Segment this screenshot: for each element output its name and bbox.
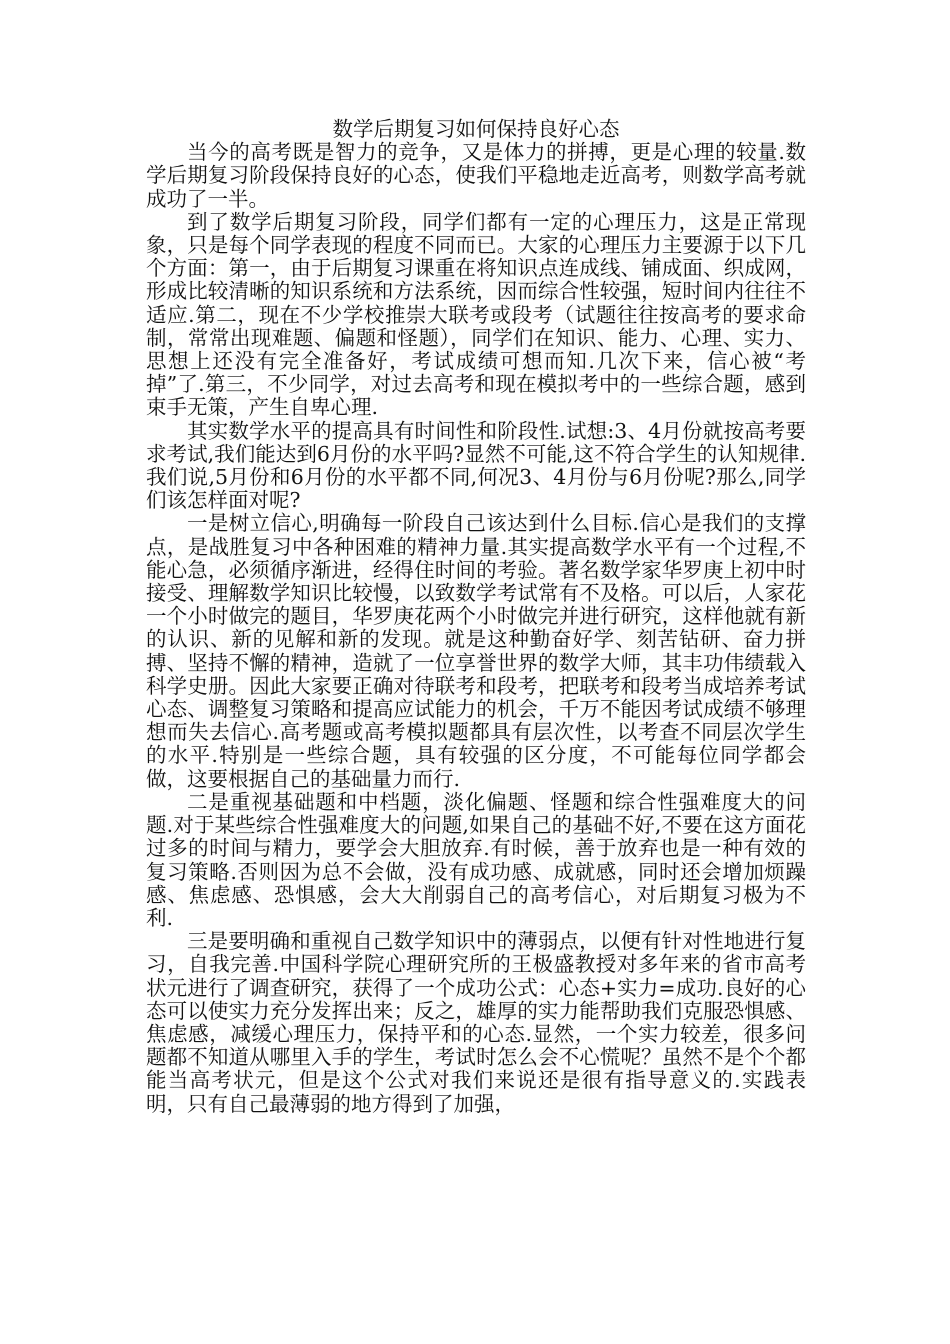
paragraph-6: 三是要明确和重视自己数学知识中的薄弱点，以便有针对性地进行复习，自我完善.中国科学院心理研究所的王极盛教授对多年来的省市高考状元进行了调查研究，获得了一个成功公式：心态+实力=成功.良好的心态可以使实力充分发挥出来；反之，雄厚的实力能帮助我们克服恐惧感、焦虑感，减缓心理压力，保持平和的心态.显然，一个实力较差，很多问题都不知道从哪里入手的学生，考试时怎么会不心慌呢？虽然不是个个都能当高考状元，但是这个公式对我们来说还是很有指导意义的.实践表明，只有自己最薄弱的地方得到了加强， bbox=[146, 929, 806, 1116]
paragraph-3: 其实数学水平的提高具有时间性和阶段性.试想:3、4月份就按高考要求考试,我们能达到6月份的水平吗?显然不可能,这不符合学生的认知规律.我们说,5月份和6月份的水平都不同,何况3、4月份与6月份呢?那么,同学们该怎样面对呢? bbox=[146, 418, 806, 513]
paragraph-1: 当今的高考既是智力的竞争，又是体力的拼搏，更是心理的较量.数学后期复习阶段保持良好的心态，使我们平稳地走近高考，则数学高考就成功了一半。 bbox=[146, 140, 806, 211]
paragraph-5: 二是重视基础题和中档题，淡化偏题、怪题和综合性强难度大的问题.对于某些综合性强难度大的问题,如果自己的基础不好,不要在这方面花过多的时间与精力，要学会大胆放弃.有时候，善于放弃也是一种有效的复习策略.否则因为总不会做，没有成功感、成就感，同时还会增加烦躁感、焦虑感、恐惧感，会大大削弱自己的高考信心，对后期复习极为不利. bbox=[146, 789, 806, 930]
paragraph-2: 到了数学后期复习阶段，同学们都有一定的心理压力，这是正常现象，只是每个同学表现的程度不同而已。大家的心理压力主要源于以下几个方面：第一，由于后期复习课重在将知识点连成线、铺成面、织成网，形成比较清晰的知识系统和方法系统，因而综合性较强，短时间内往往不适应.第二，现在不少学校推崇大联考或段考（试题往往按高考的要求命制，常常出现难题、偏题和怪题），同学们在知识、能力、心理、实力、思想上还没有完全准备好，考试成绩可想而知.几次下来，信心被“考掉”了.第三，不少同学，对过去高考和现在模拟考中的一些综合题，感到束手无策，产生自卑心理. bbox=[146, 209, 806, 420]
paragraph-4: 一是树立信心,明确每一阶段自己该达到什么目标.信心是我们的支撑点，是战胜复习中各种困难的精神力量.其实提高数学水平有一个过程,不能心急，必须循序渐进，经得住时间的考验。著名数学家华罗庚上初中时接受、理解数学知识比较慢，以致数学考试常有不及格。可以后，人家花一个小时做完的题目，华罗庚花两个小时做完并进行研究，这样他就有新的认识、新的见解和新的发现。就是这种勤奋好学、刻苦钻研、奋力拼搏、坚持不懈的精神，造就了一位享誉世界的数学大师，其丰功伟绩载入科学史册。因此大家要正确对待联考和段考，把联考和段考当成培养考试心态、调整复习策略和提高应试能力的机会，千万不能因考试成绩不够理想而失去信心.高考题或高考模拟题都具有层次性，以考查不同层次学生的水平.特别是一些综合题，具有较强的区分度，不可能每位同学都会做，这要根据自己的基础量力而行. bbox=[146, 511, 806, 791]
document-title: 数学后期复习如何保持良好心态 bbox=[332, 117, 620, 141]
document-page bbox=[146, 118, 806, 1116]
